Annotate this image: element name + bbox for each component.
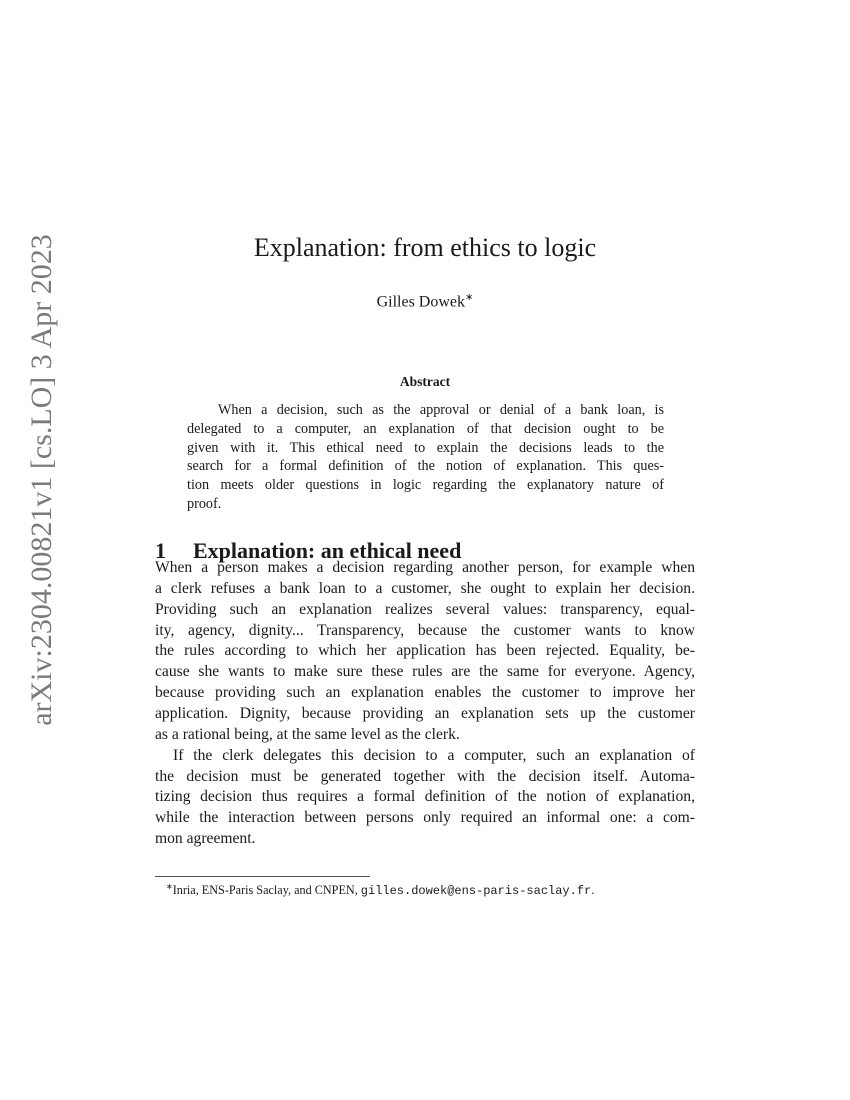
section-number: 1: [155, 538, 166, 563]
arxiv-stamp: arXiv:2304.00821v1 [cs.LO] 3 Apr 2023: [25, 234, 58, 726]
footnote: [166, 882, 594, 898]
abstract-heading: Abstract: [399, 374, 451, 389]
paragraph-line: cause she wants to make sure these rules are the same for everyone. Agency,: [155, 663, 695, 681]
abstract-line: delegated to a computer, an explanation of that decision ought to be: [187, 420, 664, 437]
paragraph-line: mon agreement.: [155, 830, 256, 848]
author-footnote-mark: ∗: [465, 292, 474, 303]
paragraph-line: If the clerk delegates this decision to a computer, such an explanation of: [173, 746, 695, 764]
footnote-mark: ∗: [166, 882, 173, 891]
abstract-line: proof.: [187, 496, 222, 512]
paragraph-line: the rules according to which her application has been rejected. Equality, be-: [155, 642, 695, 660]
section-title: Explanation: an ethical need: [193, 538, 462, 563]
paragraph-line: a clerk refuses a bank loan to a customer, she ought to explain her decision.: [155, 579, 695, 597]
paragraph-line: Providing such an explanation realizes several values: transparency, equal-: [155, 600, 695, 618]
abstract-line: search for a formal definition of the notion of explanation. This ques-: [187, 458, 664, 475]
footnote-end: .: [591, 883, 595, 898]
paragraph-line: as a rational being, at the same level as the clerk.: [155, 725, 460, 743]
paper-title: Explanation: from ethics to logic: [253, 233, 597, 262]
abstract-line: given with it. This ethical need to explain the decisions leads to the: [187, 439, 664, 456]
paragraph-line: because providing such an explanation enables the customer to improve her: [155, 684, 695, 702]
author-name: Gilles Dowek: [376, 293, 466, 311]
footnote-email[interactable]: gilles.dowek@ens-paris-saclay.fr: [360, 884, 592, 899]
paragraph-line: When a person makes a decision regarding another person, for example when: [155, 559, 695, 576]
author: [0, 292, 850, 311]
paragraph-line: the decision must be generated together with the decision itself. Automa-: [155, 767, 695, 785]
paragraph-line: application. Dignity, because providing an explanation sets up the customer: [155, 704, 695, 722]
paragraph-line: while the interaction between persons only required an informal one: a com-: [155, 809, 695, 827]
paragraph-line: ity, agency, dignity... Transparency, because the customer wants to know: [155, 621, 695, 639]
footnote-rule: [155, 876, 370, 877]
abstract-line: When a decision, such as the approval or denial of a bank loan, is: [218, 402, 664, 418]
paragraph-line: tizing decision thus requires a formal definition of the notion of explanation,: [155, 788, 695, 806]
footnote-text: Inria, ENS-Paris Saclay, and CNPEN,: [172, 883, 361, 898]
abstract-line: tion meets older questions in logic regarding the explanatory nature of: [187, 477, 664, 494]
